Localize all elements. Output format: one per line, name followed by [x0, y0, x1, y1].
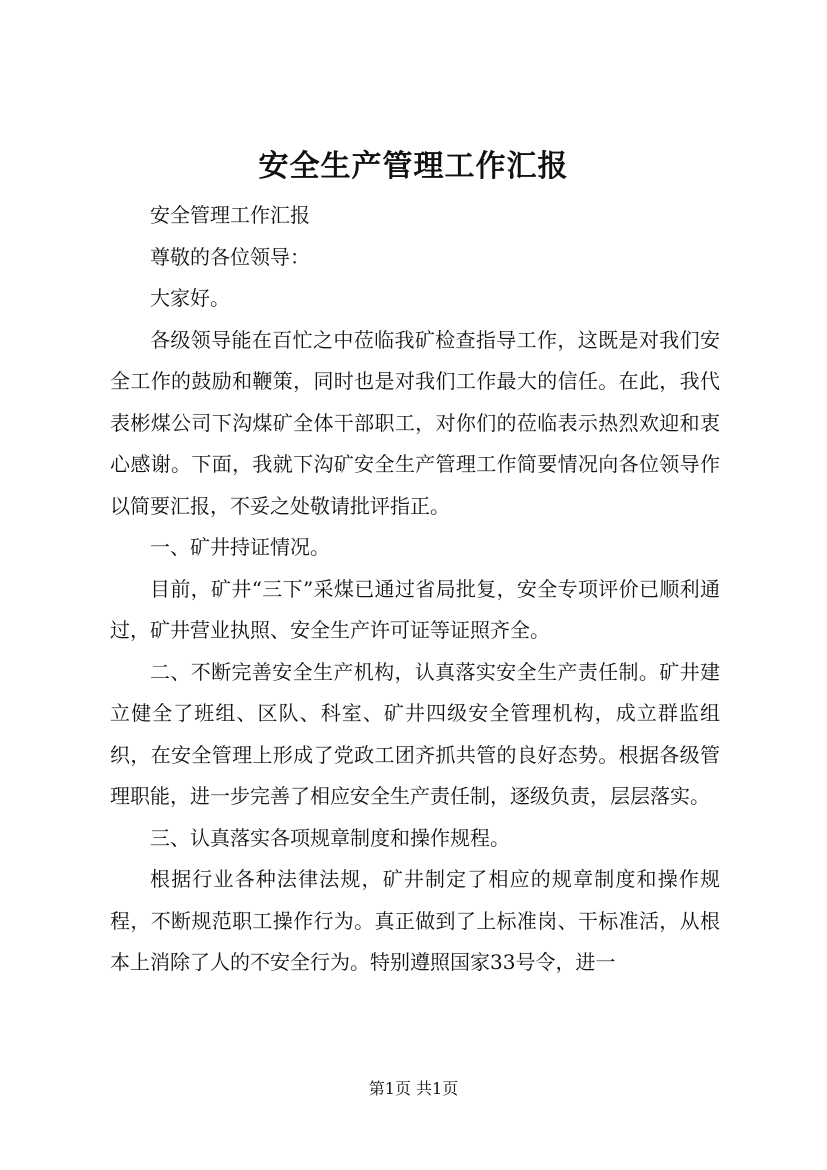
section-heading-3: 三、认真落实各项规章制度和操作规程。	[150, 825, 510, 850]
paragraph-subtitle: 安全管理工作汇报	[150, 203, 310, 227]
paragraph-salutation: 尊敬的各位领导：	[150, 244, 310, 269]
paragraph-section-1: 目前，矿井“三下”采煤已通过省局批复，安全专项评价已顺利通过，矿井营业执照、安全生产许可证等证照齐全。	[110, 576, 720, 642]
section-heading-1: 一、矿井持证情况。	[150, 535, 330, 559]
paragraph-greeting: 大家好。	[150, 286, 230, 310]
document-body	[110, 195, 720, 984]
paragraph-intro: 各级领导能在百忙之中莅临我矿检查指导工作，这既是对我们安全工作的鼓励和鞭策，同时也是对我们工作最大的信任。在此，我代表彬煤公司下沟煤矿全体干部职工，对你们的莅临表示热烈欢迎和衷心感谢。下面，我就下沟矿安全生产管理工作简要情况向各位领导作以简要汇报，不妥之处敬请批评指正。	[110, 327, 720, 518]
page-footer	[0, 1078, 827, 1100]
section-heading-2: 二、不断完善安全生产机构，认真落实安全生产责任制。矿井建立健全了班组、区队、科室、矿井四级安全管理机构，成立群监组织，在安全管理上形成了党政工团齐抓共管的良好态势。根据各级管理职能，进一步完善了相应安全生产责任制，逐级负责，层层落实。	[110, 659, 720, 808]
paragraph-section-3: 根据行业各种法律法规，矿井制定了相应的规章制度和操作规程，不断规范职工操作行为。真正做到了上标准岗、干标准活，从根本上消除了人的不安全行为。特别遵照国家33号令，进一	[110, 867, 720, 974]
document-title: 安全生产管理工作汇报	[258, 149, 569, 184]
page-number-label: 第1页 共1页	[368, 1079, 459, 1098]
